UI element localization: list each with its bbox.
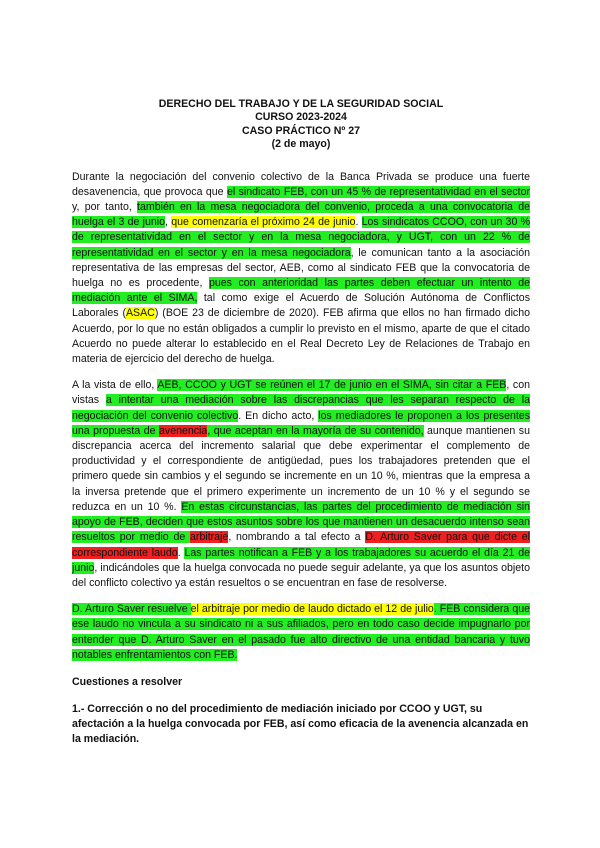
document-header — [72, 98, 530, 152]
highlighted-text-green: . FEB considera que ese laudo no vincula a su sindicato ni a sus afiliados, pero en todo caso decide impugnarlo por entender que D. Arturo Saver en el pasado fue alto directivo de una entidad bancaria y tuvo notables enfrentamientos con FEB. — [72, 603, 530, 661]
document-page — [72, 98, 530, 748]
highlighted-text-green: también en la mesa negociadora del convenio, proceda a una convocatoria de huelga el 3 de junio — [72, 201, 530, 229]
body-text: aunque mantienen su discrepancia acerca del incremento salarial que debe experimentar el complemento de productividad y el correspondiente de antigüedad, pues los trabajadores pretenden que el primero quede sin cambios y el segundo se incremente en un 10 %, mientras que la empresa a la inversa pretende que el primero experimente un incremento de un 10 % y el segundo se reduzca en un 10 %. — [72, 424, 530, 513]
highlighted-text-red: arbitraje — [190, 531, 229, 544]
highlighted-text-green: En estas circunstancias, las partes del procedimiento de mediación sin apoyo de FEB, deciden que estos asuntos sobre los que mantienen un desacuerdo intenso sean resueltos por medio de — [72, 500, 530, 544]
highlighted-text-green: pues con anterioridad las partes deben efectuar un intento de mediación ante el SIMA, — [72, 277, 531, 305]
body-text: , le comunican tanto a la asociación representativa de las empresas del sector, AEB, como al sindicato FEB que la convocatoria de huelga no es procedente, — [72, 246, 530, 290]
body-text: tal como exige el Acuerdo de Solución Autónoma de Conflictos Laborales ( — [72, 292, 530, 320]
highlighted-text-green: el sindicato FEB, con un 45 % de representatividad en el sector — [226, 185, 530, 198]
highlighted-text-yellow: ASAC — [125, 307, 155, 320]
highlighted-text-red: D. Arturo Saver para que dicte el correspondiente laudo — [72, 531, 530, 559]
body-text: , — [165, 216, 172, 229]
case-paragraph-3 — [72, 602, 530, 663]
case-paragraph-1 — [72, 170, 530, 368]
highlighted-text-red: avenencia — [159, 424, 208, 437]
questions-heading: Cuestiones a resolver — [72, 675, 183, 688]
question-1: 1.- Corrección o no del procedimiento de mediación iniciado por CCOO y UGT, su afectación a la huelga convocada por FEB, así como eficacia de la avenencia alcanzada en la mediación. — [72, 702, 529, 746]
highlighted-text-yellow: el arbitraje por medio de laudo dictado el 12 de julio — [190, 603, 434, 616]
body-text: , nombrando a tal efecto a — [228, 531, 366, 544]
highlighted-text-green: , que aceptan en la mayoría de su contenido, — [207, 424, 424, 437]
body-text: A la vista de ello, — [72, 379, 158, 392]
header-case-number: CASO PRÁCTICO Nº 27 — [241, 124, 361, 137]
header-course-title: DERECHO DEL TRABAJO Y DE LA SEGURIDAD SOCIAL — [158, 98, 444, 110]
body-text: , indicándoles que la huelga convocada no puede seguir adelante, ya que los asuntos objeto del conflicto colectivo ya están resueltos o se encuentran en fase de resolverse. — [72, 561, 530, 589]
highlighted-text-green: Las partes notifican a FEB y a los trabajadores su acuerdo el día 21 de junio — [72, 546, 530, 574]
highlighted-text-green: Los sindicatos CCOO, con un 30 % de representatividad en el sector y en la mesa negociadora, y UGT, con un 22 % de representatividad en el sector y en la mesa negociadora — [72, 216, 530, 259]
body-text: y, por tanto, — [72, 201, 138, 214]
highlighted-text-green: AEB, CCOO y UGT se reúnen el 17 de junio en el SIMA, sin citar a FEB — [157, 379, 507, 392]
highlighted-text-green: a intentar una mediación sobre las discrepancias que les separan respecto de la negociación del convenio colectivo — [72, 394, 530, 422]
body-text: Durante la negociación del convenio colectivo de la Banca Privada se produce una fuerte desavenencia, que provoca que — [72, 170, 530, 198]
highlighted-text-green: D. Arturo Saver resuelve — [72, 603, 191, 616]
header-date: (2 de mayo) — [271, 138, 331, 151]
body-text: ) (BOE 23 de diciembre de 2020). FEB afirma que ellos no han firmado dicho Acuerdo, por lo que no están obligados a cumplir lo previsto en el mismo, aparte de que el citado Acuerdo no puede alterar lo establecido en el Real Decreto Ley de Relaciones de Trabajo en materia de ejercicio del derecho de huelga. — [72, 307, 531, 366]
header-course-year: CURSO 2023-2024 — [255, 111, 347, 124]
highlighted-text-yellow: que comenzaría el próximo 24 de junio — [171, 216, 356, 229]
case-paragraph-2 — [72, 378, 530, 591]
body-text: . — [355, 216, 362, 229]
highlighted-text-green: los mediadores le proponen a los presentes una propuesta de — [72, 409, 530, 437]
body-text: . En dicho acto, — [238, 409, 319, 422]
body-text: . — [177, 546, 185, 559]
body-text: , con vistas — [72, 379, 530, 407]
